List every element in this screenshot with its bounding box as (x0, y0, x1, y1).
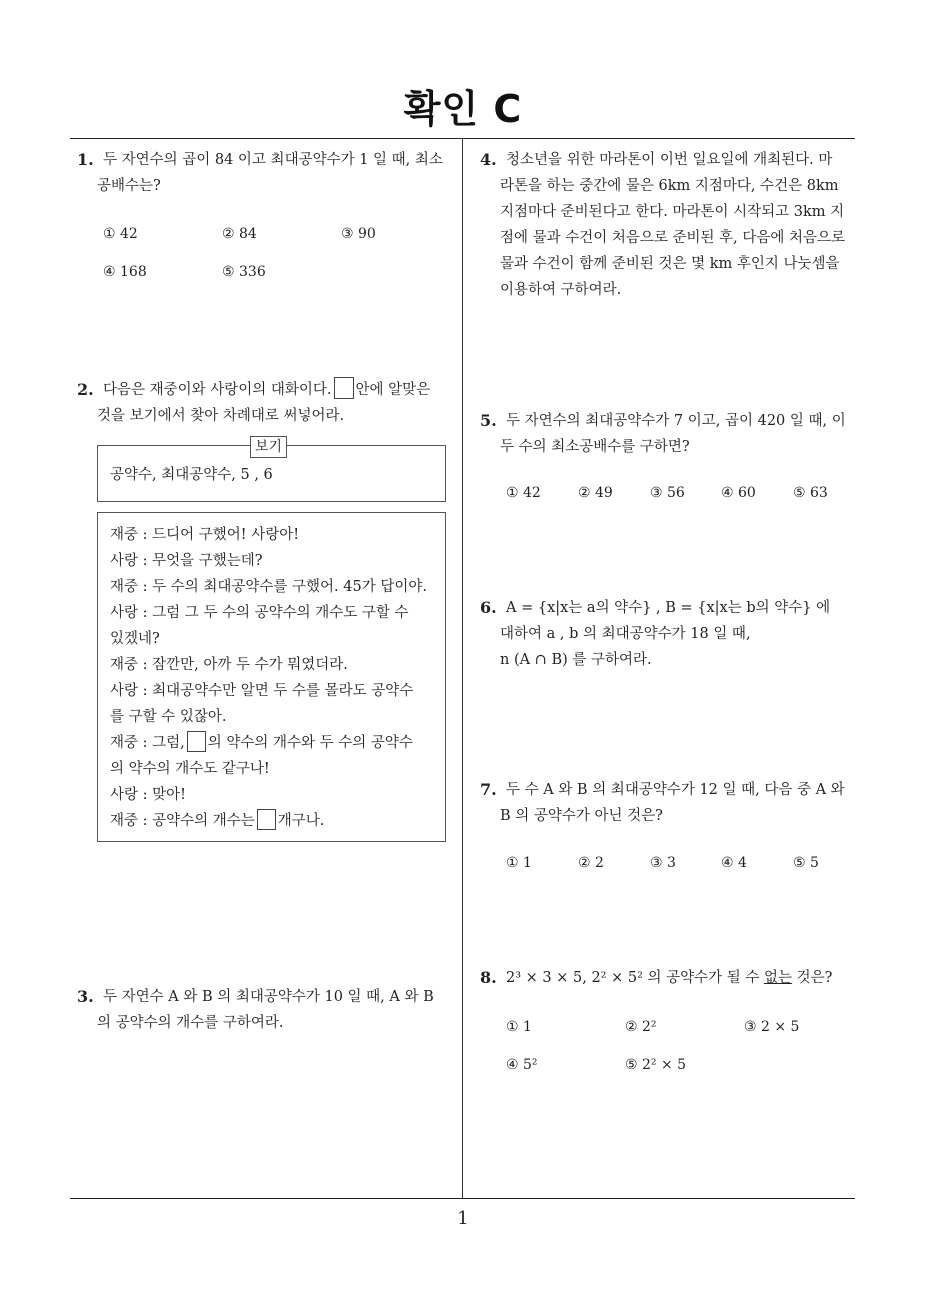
question-text: 두 자연수의 최대공약수가 7 이고, 곱이 420 일 때, 이 (506, 413, 846, 429)
dialog-line: 재중 : 드디어 구했어! 사랑아! (110, 527, 300, 543)
question-5 (480, 408, 860, 460)
dialog-line: 있겠네? (110, 631, 160, 647)
question-number: 6. (480, 598, 497, 617)
dialog-line: 사랑 : 맞아! (110, 787, 186, 803)
dialog-line: 사랑 : 최대공약수만 알면 두 수를 몰라도 공약수 (110, 683, 414, 699)
question-text: 것은? (796, 970, 833, 986)
question-text: 것을 보기에서 찾아 차례대로 써넣어라. (97, 408, 345, 424)
dialog-line: 재중 : 잠깐만, 아까 두 수가 뭐였더라. (110, 657, 348, 673)
question-text: 다음은 재중이와 사랑이의 대화이다. (103, 382, 332, 398)
dialog-text: 재중 : 공약수의 개수는 (110, 813, 255, 829)
choice-1[interactable]: ① 42 (103, 226, 138, 242)
dialog-line (110, 809, 324, 830)
question-text: 공배수는? (97, 178, 161, 194)
question-text: 점에 물과 수건이 처음으로 준비된 후, 다음에 처음으로 (500, 230, 846, 246)
dialog-text: 재중 : 그럼, (110, 735, 185, 751)
question-3 (77, 984, 462, 1036)
question-text: 물과 수건이 함께 준비된 것은 몇 km 후인지 나눗셈을 (500, 256, 840, 272)
choice-2[interactable]: ② 2² (625, 1019, 657, 1035)
question-text: 2³ × 3 × 5, 2² × 5² 의 공약수가 될 수 (506, 970, 760, 986)
question-text: 이용하여 구하여라. (500, 282, 622, 298)
choice-4[interactable]: ④ 4 (721, 855, 747, 871)
column-divider (462, 139, 463, 1199)
dialog-text: 의 약수의 개수와 두 수의 공약수 (207, 735, 413, 751)
question-4 (480, 147, 860, 303)
dialog-line (110, 731, 413, 752)
question-number: 2. (77, 380, 94, 399)
page-title: 확인 C (403, 87, 523, 131)
choice-3[interactable]: ③ 56 (650, 485, 685, 501)
question-number: 7. (480, 780, 497, 799)
question-text: A = {x|x는 a의 약수} , B = {x|x는 b의 약수} 에 (506, 600, 831, 616)
choice-2[interactable]: ② 2 (578, 855, 604, 871)
question-text: 청소년을 위한 마라톤이 이번 일요일에 개최된다. 마 (506, 152, 833, 168)
dialog-text: 개구나. (277, 813, 325, 829)
question-text: 의 공약수의 개수를 구하여라. (97, 1015, 284, 1031)
choice-2[interactable]: ② 84 (222, 226, 257, 242)
question-8 (480, 965, 860, 991)
answer-blank (257, 809, 276, 830)
choice-1[interactable]: ① 1 (506, 855, 532, 871)
choice-2[interactable]: ② 49 (578, 485, 613, 501)
question-number: 3. (77, 987, 94, 1006)
question-text: 두 자연수 A 와 B 의 최대공약수가 10 일 때, A 와 B (103, 989, 434, 1005)
choice-1[interactable]: ① 1 (506, 1019, 532, 1035)
dialog-line: 사랑 : 무엇을 구했는데? (110, 553, 263, 569)
choice-4[interactable]: ④ 5² (506, 1057, 538, 1073)
question-number: 5. (480, 411, 497, 430)
choice-5[interactable]: ⑤ 63 (793, 485, 828, 501)
question-7 (480, 777, 860, 829)
dialog-line: 사랑 : 그럼 그 두 수의 공약수의 개수도 구할 수 (110, 605, 409, 621)
choice-5[interactable]: ⑤ 336 (222, 264, 266, 280)
question-number: 8. (480, 968, 497, 987)
bottom-rule (70, 1198, 855, 1199)
question-number: 4. (480, 150, 497, 169)
choice-3[interactable]: ③ 90 (341, 226, 376, 242)
question-text: 두 수 A 와 B 의 최대공약수가 12 일 때, 다음 중 A 와 (506, 782, 845, 798)
question-text: 두 수의 최소공배수를 구하면? (500, 439, 690, 455)
emphasis-text: 없는 (763, 970, 792, 986)
choice-5[interactable]: ⑤ 5 (793, 855, 819, 871)
question-number: 1. (77, 150, 94, 169)
dialog-line: 재중 : 두 수의 최대공약수를 구했어. 45가 답이야. (110, 579, 427, 595)
dialog-line: 를 구할 수 있잖아. (110, 709, 227, 725)
question-text: 지점마다 준비된다고 한다. 마라톤이 시작되고 3km 지 (500, 204, 845, 220)
dialog-line: 의 약수의 개수도 같구나! (110, 761, 270, 777)
choice-5[interactable]: ⑤ 2² × 5 (625, 1057, 687, 1073)
question-text: n (A ∩ B) 를 구하여라. (500, 652, 652, 668)
question-text: 대하여 a , b 의 최대공약수가 18 일 때, (500, 626, 751, 642)
question-2 (77, 377, 462, 429)
question-6 (480, 595, 860, 673)
bogi-label: 보기 (250, 436, 287, 458)
question-text: 안에 알맞은 (355, 382, 431, 398)
choice-4[interactable]: ④ 60 (721, 485, 756, 501)
answer-blank (334, 377, 354, 399)
choice-1[interactable]: ① 42 (506, 485, 541, 501)
question-text: 두 자연수의 곱이 84 이고 최대공약수가 1 일 때, 최소 (103, 152, 443, 168)
bogi-content: 공약수, 최대공약수, 5 , 6 (110, 467, 273, 483)
choice-4[interactable]: ④ 168 (103, 264, 147, 280)
choice-3[interactable]: ③ 3 (650, 855, 676, 871)
question-1 (77, 147, 462, 199)
question-text: B 의 공약수가 아닌 것은? (500, 808, 663, 824)
choice-3[interactable]: ③ 2 × 5 (744, 1019, 800, 1035)
question-text: 라톤을 하는 중간에 물은 6km 지점마다, 수건은 8km (500, 178, 839, 194)
page-number: 1 (457, 1208, 469, 1229)
answer-blank (187, 731, 206, 752)
